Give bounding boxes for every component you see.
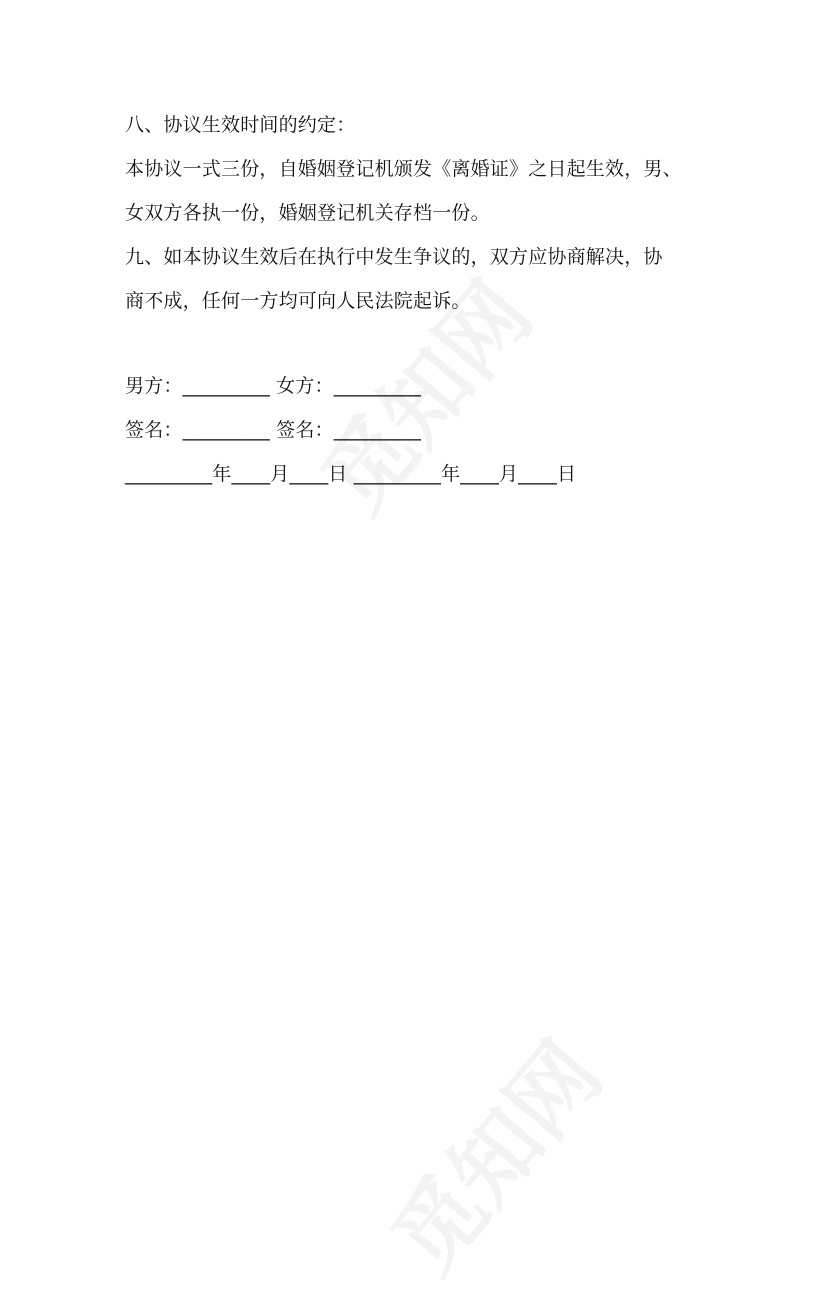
paragraph-line: 女双方各执一份，婚姻登记机关存档一份。 bbox=[125, 202, 490, 224]
section-heading-9: 九、如本协议生效后在执行中发生争议的，双方应协商解决，协 bbox=[125, 246, 663, 268]
date-line: _________年____月____日 _________年____月____日 bbox=[125, 463, 577, 485]
watermark bbox=[359, 1011, 625, 1294]
parties-line: 男方：_________ 女方：_________ bbox=[125, 375, 422, 397]
paragraph-line: 商不成，任何一方均可向人民法院起诉。 bbox=[125, 290, 471, 312]
paragraph-line: 本协议一式三份，自婚姻登记机颁发《离婚证》之日起生效，男、 bbox=[125, 158, 682, 180]
section-heading-8: 八、协议生效时间的约定： bbox=[125, 114, 356, 136]
signature-line: 签名：_________ 签名：_________ bbox=[125, 419, 422, 441]
